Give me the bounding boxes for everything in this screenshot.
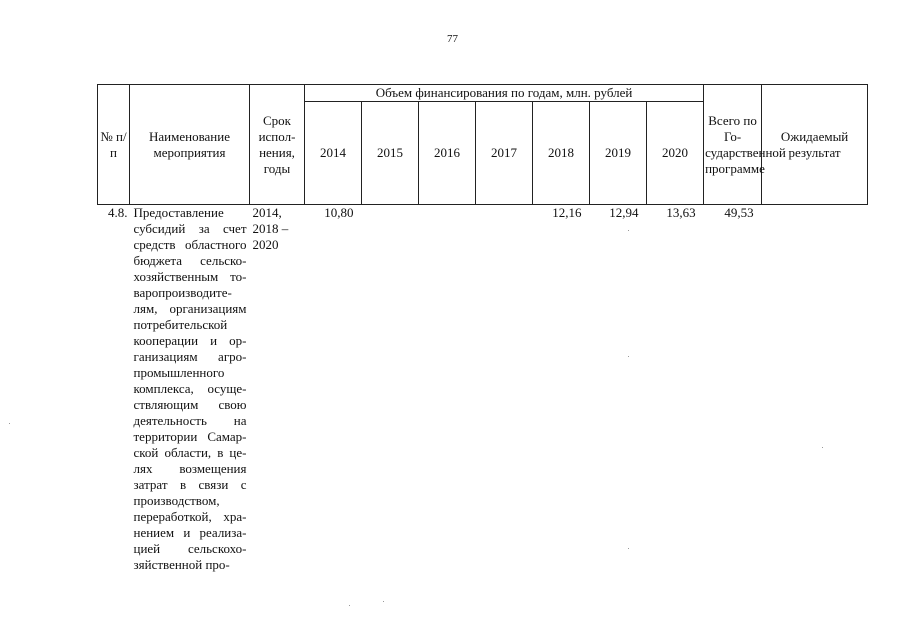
name-line: комплекса, осуще- — [133, 381, 247, 396]
name-line: ганизациям агро- — [133, 349, 247, 364]
header-year: 2017 — [476, 102, 533, 205]
scan-speck — [9, 423, 10, 424]
name-line: потребительской — [133, 317, 228, 332]
name-line: ствляющим свою — [133, 397, 247, 412]
value-2017 — [476, 205, 533, 574]
value-2020: 13,63 — [666, 205, 696, 220]
value-2018: 12,16 — [552, 205, 582, 220]
name-line: лям, организациям — [133, 301, 247, 316]
value-2015 — [362, 205, 419, 574]
name-line: цией сельскохо- — [133, 541, 247, 556]
scan-speck — [628, 230, 629, 231]
program-table — [97, 84, 868, 573]
header-year: 2018 — [533, 102, 590, 205]
table-row — [98, 205, 868, 574]
term-line: 2014, — [252, 205, 282, 220]
name-line: средств областного — [133, 237, 247, 252]
value-total: 49,53 — [724, 205, 754, 220]
name-line: нением и реализа- — [133, 525, 247, 540]
header-financing: Объем финансирования по годам, млн. рублей — [305, 85, 704, 102]
header-term: Срок испол-нения, годы — [250, 85, 305, 205]
scan-speck — [822, 447, 823, 448]
header-num: № п/п — [98, 85, 130, 205]
name-line: территории Самар- — [133, 429, 247, 444]
name-line: ской области, в це- — [133, 445, 247, 460]
name-line: Предоставление — [133, 205, 224, 220]
scan-speck — [628, 356, 629, 357]
name-line: переработкой, хра- — [133, 509, 247, 524]
header-name: Наименование мероприятия — [130, 85, 250, 205]
value-2019: 12,94 — [609, 205, 639, 220]
value-2016 — [419, 205, 476, 574]
header-year: 2020 — [647, 102, 704, 205]
name-line: промышленного — [133, 365, 225, 380]
scan-speck — [383, 601, 384, 602]
header-year: 2016 — [419, 102, 476, 205]
header-year: 2019 — [590, 102, 647, 205]
row-num: 4.8. — [108, 205, 128, 220]
page-number: 77 — [447, 33, 458, 45]
name-line: кооперации и ор- — [133, 333, 247, 348]
header-year: 2014 — [305, 102, 362, 205]
name-line: производством, — [133, 493, 220, 508]
name-line: затрат в связи с — [133, 477, 247, 492]
row-term — [250, 205, 305, 574]
row-name — [130, 205, 250, 574]
name-line: зяйственной про- — [133, 557, 230, 572]
value-2014: 10,80 — [324, 205, 354, 220]
name-line: субсидий за счет — [133, 221, 247, 236]
header-year: 2015 — [362, 102, 419, 205]
name-line: бюджета сельско- — [133, 253, 247, 268]
term-line: 2020 — [252, 237, 279, 252]
scan-speck — [349, 605, 350, 606]
name-line: хозяйственным то- — [133, 269, 247, 284]
name-line: деятельность на — [133, 413, 247, 428]
name-line: лях возмещения — [133, 461, 247, 476]
scan-speck — [628, 548, 629, 549]
header-total: Всего по Го-сударственной программе — [704, 85, 762, 205]
term-line: 2018 – — [252, 221, 289, 236]
header-result: Ожидаемый результат — [762, 85, 868, 205]
name-line: варопроизводите- — [133, 285, 232, 300]
value-result — [762, 205, 868, 574]
